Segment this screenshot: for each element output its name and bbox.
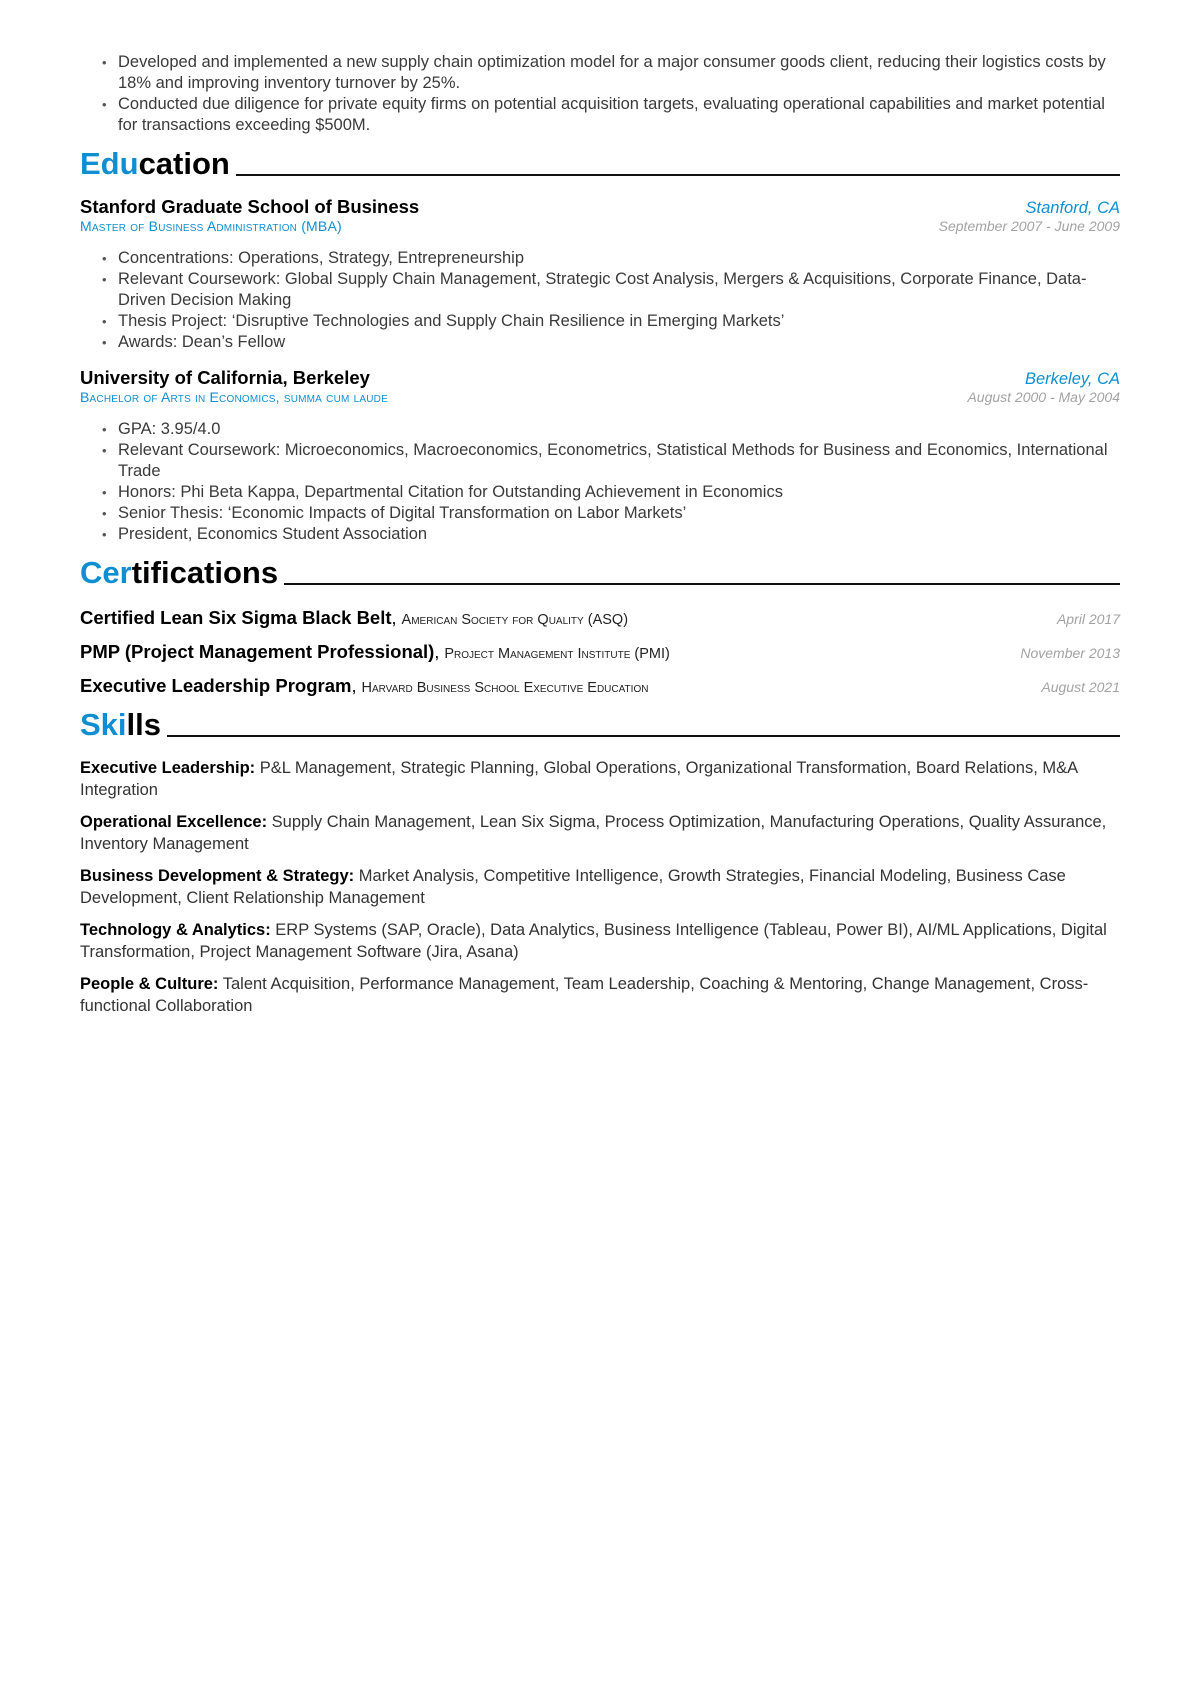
institution-location: Berkeley, CA bbox=[1024, 370, 1120, 388]
education-bullet: • GPA: 3.95/4.0 bbox=[80, 419, 1120, 440]
section-title-accent: Ski bbox=[80, 707, 127, 742]
section-title-rest: cation bbox=[138, 146, 230, 181]
education-dates: September 2007 - June 2009 bbox=[938, 218, 1120, 234]
certifications-section-header bbox=[80, 555, 1120, 591]
skills-section-header bbox=[80, 707, 1120, 743]
section-rule bbox=[236, 174, 1120, 176]
skill-item bbox=[80, 919, 1120, 963]
certification-name: Certified Lean Six Sigma Black Belt bbox=[80, 607, 392, 628]
section-title bbox=[80, 146, 230, 182]
degree-title: Master of Business Administration (MBA) bbox=[80, 218, 342, 234]
education-section-header bbox=[80, 146, 1120, 182]
skill-text: Market Analysis, Competitive Intelligence, Growth Strategies, Financial Modeling, Business Case Development, Client Relationship Management bbox=[80, 867, 1066, 907]
education-bullet: • Thesis Project: ‘Disruptive Technologies and Supply Chain Resilience in Emerging Markets’ bbox=[80, 311, 1120, 332]
section-title-accent: Cer bbox=[80, 555, 132, 590]
skill-label: People & Culture: bbox=[80, 975, 219, 993]
skill-text: ERP Systems (SAP, Oracle), Data Analytics, Business Intelligence (Tableau, Power BI), AI/ML Applications, Digital Transformation, Project Management Software (Jira, Asana) bbox=[80, 921, 1107, 961]
section-title-rest: tifications bbox=[131, 555, 279, 590]
experience-bullet: • Developed and implemented a new supply chain optimization model for a major consumer goods client, reducing their logistics costs by 18% and improving inventory turnover by 25%. bbox=[80, 52, 1120, 94]
certification-date: April 2017 bbox=[1056, 611, 1120, 627]
section-rule bbox=[284, 583, 1120, 585]
section-title bbox=[80, 555, 278, 591]
education-entry bbox=[80, 367, 1120, 545]
section-title bbox=[80, 707, 161, 743]
section-rule bbox=[167, 735, 1120, 737]
institution-location: Stanford, CA bbox=[1025, 199, 1120, 217]
education-dates: August 2000 - May 2004 bbox=[967, 389, 1120, 405]
separator: , bbox=[434, 642, 445, 662]
skill-item bbox=[80, 757, 1120, 801]
certification-list bbox=[80, 607, 1120, 697]
skill-label: Operational Excellence: bbox=[80, 813, 268, 831]
skill-label: Technology & Analytics: bbox=[80, 921, 271, 939]
skill-label: Business Development & Strategy: bbox=[80, 867, 355, 885]
education-bullet: • Relevant Coursework: Global Supply Chain Management, Strategic Cost Analysis, Mergers & Acquisitions, Corporate Finance, Data-Driven Decision Making bbox=[80, 269, 1120, 311]
skill-item bbox=[80, 865, 1120, 909]
institution-name: University of California, Berkeley bbox=[80, 367, 370, 388]
certification-name: Executive Leadership Program bbox=[80, 675, 352, 696]
section-title-accent: Edu bbox=[80, 146, 139, 181]
skill-item bbox=[80, 973, 1120, 1017]
education-bullet: • Concentrations: Operations, Strategy, Entrepreneurship bbox=[80, 248, 1120, 269]
experience-bullet: • Conducted due diligence for private equity firms on potential acquisition targets, evaluating operational capabilities and market potential for transactions exceeding $500M. bbox=[80, 94, 1120, 136]
certification-date: November 2013 bbox=[1020, 645, 1120, 661]
section-title-rest: lls bbox=[126, 707, 161, 742]
certification-org: Harvard Business School Executive Education bbox=[361, 680, 649, 696]
skill-label: Executive Leadership: bbox=[80, 759, 256, 777]
certification-org: American Society for Quality (ASQ) bbox=[401, 612, 629, 628]
education-bullet-list bbox=[80, 419, 1120, 545]
experience-bullet-list bbox=[80, 52, 1120, 136]
resume-page bbox=[80, 52, 1120, 1017]
education-entry bbox=[80, 196, 1120, 353]
certification-item bbox=[80, 675, 1120, 697]
separator: , bbox=[351, 676, 362, 696]
skill-text: Talent Acquisition, Performance Management, Team Leadership, Coaching & Mentoring, Change Management, Cross-functional Collaboration bbox=[80, 975, 1089, 1015]
degree-title: Bachelor of Arts in Economics, summa cum laude bbox=[80, 389, 388, 405]
certification-date: August 2021 bbox=[1041, 679, 1120, 695]
education-bullet: • Honors: Phi Beta Kappa, Departmental Citation for Outstanding Achievement in Economics bbox=[80, 482, 1120, 503]
education-bullet: • President, Economics Student Association bbox=[80, 524, 1120, 545]
education-bullet: • Awards: Dean’s Fellow bbox=[80, 332, 1120, 353]
separator: , bbox=[391, 608, 402, 628]
certification-item bbox=[80, 641, 1120, 663]
certification-org: Project Management Institute (PMI) bbox=[444, 646, 670, 662]
skill-text: Supply Chain Management, Lean Six Sigma, Process Optimization, Manufacturing Operations, Quality Assurance, Inventory Management bbox=[80, 813, 1107, 853]
certification-name: PMP (Project Management Professional) bbox=[80, 641, 435, 662]
education-bullet: • Senior Thesis: ‘Economic Impacts of Digital Transformation on Labor Markets’ bbox=[80, 503, 1120, 524]
skill-text: P&L Management, Strategic Planning, Global Operations, Organizational Transformation, Board Relations, M&A Integration bbox=[80, 759, 1078, 799]
certification-item bbox=[80, 607, 1120, 629]
education-bullet-list bbox=[80, 248, 1120, 353]
skill-item bbox=[80, 811, 1120, 855]
education-bullet: • Relevant Coursework: Microeconomics, Macroeconomics, Econometrics, Statistical Methods for Business and Economics, International Trade bbox=[80, 440, 1120, 482]
skills-list bbox=[80, 757, 1120, 1017]
institution-name: Stanford Graduate School of Business bbox=[80, 196, 420, 217]
